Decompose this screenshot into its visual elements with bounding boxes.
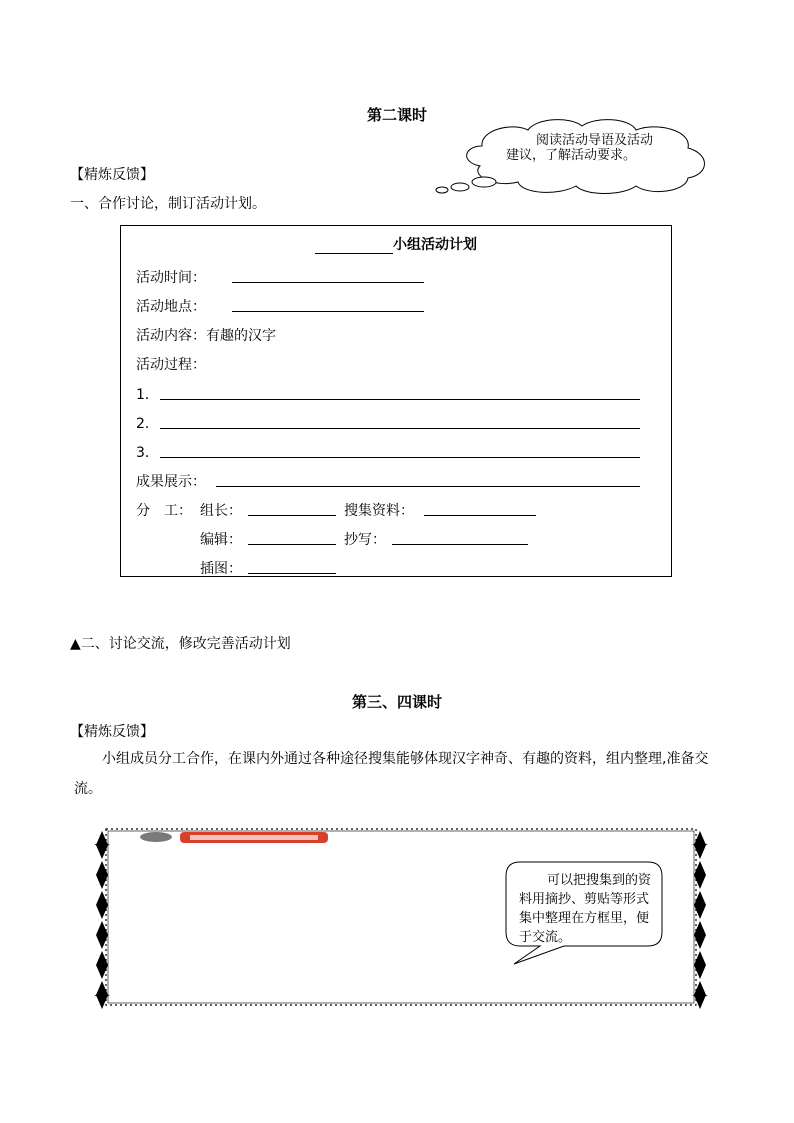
process-step-3-label: 3． [136, 445, 159, 461]
process-step-2-blank[interactable] [160, 428, 640, 429]
activity-content-label: 活动内容： [136, 328, 206, 344]
leader-label: 组长： [200, 503, 242, 519]
process-step-2-label: 2． [136, 416, 159, 432]
plan-title-text: 小组活动计划 [393, 237, 477, 253]
lesson-2-feedback-label: 【精炼反馈】 [70, 167, 154, 183]
activity-time-label: 活动时间： [136, 270, 206, 286]
copy-blank[interactable] [392, 544, 528, 545]
collect-blank[interactable] [424, 515, 536, 516]
activity-content-row [136, 325, 276, 345]
copy-label: 抄写： [344, 532, 386, 548]
cloud-tip: 阅读活动导语及活动建议，了解活动要求。 [506, 133, 654, 163]
task-1-heading: 一、合作讨论，制订活动计划。 [70, 196, 266, 212]
activity-process-label: 活动过程： [136, 357, 206, 373]
task-2-heading: ▲二、讨论交流，修改完善活动计划 [70, 636, 291, 652]
speech-tip: 可以把搜集到的资料用摘抄、剪贴等形式集中整理在方框里，便于交流。 [519, 873, 652, 945]
lesson-3-4-paragraph: 小组成员分工合作，在课内外通过各种途径搜集能够体现汉字神奇、有趣的资料，组内整理,准备交流。 [74, 751, 709, 797]
stamp-logo-icon [140, 832, 328, 843]
editor-label: 编辑： [200, 532, 242, 548]
lesson-2-heading: 第二课时 [366, 106, 427, 124]
activity-plan-box [120, 225, 672, 577]
lesson-3-4-feedback-label: 【精炼反馈】 [70, 724, 154, 740]
editor-blank[interactable] [248, 544, 336, 545]
lesson-3-4-heading: 第三、四课时 [351, 693, 442, 711]
result-label: 成果展示： [136, 474, 206, 490]
illustrate-label: 插图： [200, 561, 242, 577]
process-step-3-blank[interactable] [160, 457, 640, 458]
leader-blank[interactable] [248, 515, 336, 516]
illustrate-blank[interactable] [248, 573, 336, 574]
activity-time-row [136, 267, 206, 287]
plan-title [121, 234, 671, 254]
process-step-1-label: 1． [136, 387, 159, 403]
activity-place-blank[interactable] [232, 311, 424, 312]
activity-time-blank[interactable] [232, 282, 424, 283]
group-name-blank[interactable] [315, 237, 393, 254]
activity-place-row [136, 296, 206, 316]
process-step-1-blank[interactable] [160, 399, 640, 400]
division-label: 分 工： [136, 503, 192, 519]
activity-place-label: 活动地点： [136, 299, 206, 315]
result-blank[interactable] [216, 486, 640, 487]
collect-label: 搜集资料： [344, 503, 414, 519]
activity-content-value: 有趣的汉字 [206, 328, 276, 344]
